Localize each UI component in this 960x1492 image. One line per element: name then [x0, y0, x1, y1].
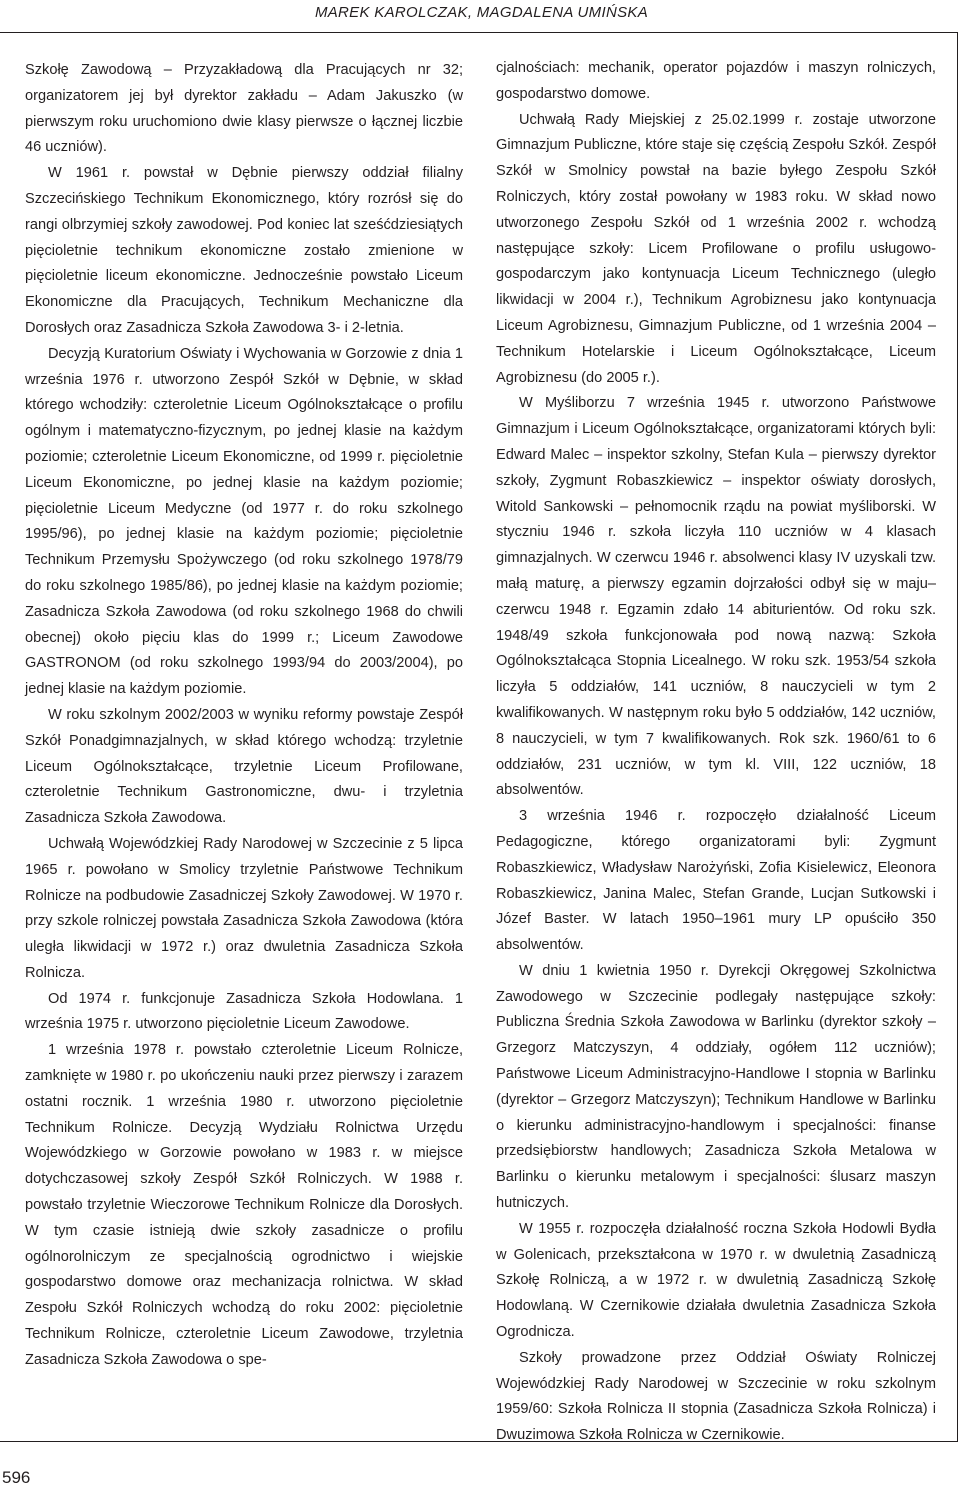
paragraph: Szkoły prowadzone przez Oddział Oświaty Rolniczej Wojewódzkiej Rady Narodowej w Szczecinie w roku szkolnym 1959/60: Szkoła Rolnicza II stopnia (Zasadnicza Szkoła Rolnicza) i Dwuzimowa Szkoła Rolnicza w Czernikowie.: [496, 1349, 936, 1444]
paragraph: Uchwałą Rady Miejskiej z 25.02.1999 r. zostaje utworzone Gimnazjum Publiczne, które staje się częścią Zespołu Szkół. Zespół Szkół w Smolnicy powstał na bazie byłego Zespołu Szkół Rolniczych, który został powołany w 1983 roku. W skład nowo utworzonego Zespołu Szkół od 1 września 2002 r. wchodzą następujące szkoły: Licem Profilowane o profilu usługowo-gospodarczym jako kontynuacja Liceum Technicznego (uległo likwidacji w 2004 r.), Technikum Agrobiznesu jako kontynuacja Liceum Agrobiznesu, Gimnazjum Publiczne, od 1 września 2004 – Technikum Hotelarskie i Liceum Ogólnokształcące, Liceum Agrobiznesu (do 2005 r.).: [496, 111, 936, 386]
paragraph: W Myśliborzu 7 września 1945 r. utworzono Państwowe Gimnazjum i Liceum Ogólnokształcące, organizatorami których byli: Edward Malec – inspektor szkolny, Stefan Kula – pierwszy dyrektor szkoły, Zygmunt Robaszkiewicz – inspektor oświaty dorosłych, Witold Sankowski – pełnomocnik rządu na powiat myśliborski. W styczniu 1946 r. szkoła liczyła 110 uczniów w 4 klasach gimnazjalnych. W czerwcu 1946 r. absolwenci klasy IV uzyskali tzw. małą maturę, a pierwszy egzamin dojrzałości odbył się w maju–czerwcu 1948 r. Egzamin zdało 14 abiturientów. Od roku szk. 1948/49 szkoła funkcjonowała pod nową nazwą: Szkoła Ogólnokształcąca Stopnia Licealnego. W roku szk. 1953/54 szkoła liczyła 5 oddziałów, 141 uczniów, 8 nauczycieli w tym 2 kwalifikowanych. W następnym roku było 5 oddziałów, 142 uczniów, 8 nauczycieli, w tym 7 kwalifikowanych. Rok szk. 1960/61 to 6 oddziałów, 231 uczniów, w tym kl. VIII, 122 uczniów, 18 absolwentów.: [496, 395, 936, 799]
paragraph: Uchwałą Wojewódzkiej Rady Narodowej w Szczecinie z 5 lipca 1965 r. powołano w Smolicy trzyletnie Państwowe Technikum Rolnicze na podbudowie Zasadniczej Szkoły Zawodowej. W 1970 r. przy szkole rolniczej powstała Zasadnicza Szkoła Zawodowa (która uległa likwidacji w 1972 r.) oraz dwuletnia Zasadnicza Szkoła Rolnicza.: [25, 835, 463, 981]
paragraph: cjalnościach: mechanik, operator pojazdów i maszyn rolniczych, gospodarstwo domowe.: [496, 60, 936, 102]
paragraph: Szkołę Zawodową – Przyzakładową dla Pracujących nr 32; organizatorem jej był dyrektor zakładu – Adam Jakuszko (w pierwszym roku uruchomiono dwie klasy pierwsze o łącznej liczbie 46 uczniów).: [25, 62, 463, 156]
paragraph: 1 września 1978 r. powstało czteroletnie Liceum Rolnicze, zamknięte w 1980 r. po ukończeniu nauki przez pierwszy i zarazem ostatni rocznik. 1 września 1980 r. utworzono pięcioletnie Technikum Rolnicze. Decyzją Wydziału Rolnictwa Urzędu Wojewódzkiego w Gorzowie powołano w 1983 r. w miejsce dotychczasowej szkoły Zespół Szkół Rolniczych. W 1988 r. powstało trzyletnie Wieczorowe Technikum Rolnicze dla Dorosłych. W tym czasie istnieją dwie szkoły zasadnicze o profilu ogólnorolniczym ze specjalnością ogrodnictwo i wiejskie gospodarstwo domowe oraz mechanizacja rolnictwa. W skład Zespołu Szkół Rolniczych wchodzą do roku 2002: pięcioletnie Technikum Rolnicze, czteroletnie Liceum Zawodowe, trzyletnia Zasadnicza Szkoła Zawodowa o spe-: [25, 1042, 463, 1368]
right-column: [496, 56, 936, 1449]
paragraph: Decyzją Kuratorium Oświaty i Wychowania w Gorzowie z dnia 1 września 1976 r. utworzono Zespół Szkół w Dębnie, w skład którego wchodziły: czteroletnie Liceum Ogólnokształcące o profilu ogólnym i matematyczno-fizycznym, po jednej klasie na każdym poziomie; czteroletnie Liceum Ekonomiczne, od 1999 r. pięcioletnie Liceum Ekonomiczne, po jednej klasie na każdym poziomie; pięcioletnie Liceum Medyczne (od 1977 r. do roku szkolnego 1995/96), po jednej klasie na każdym poziomie; pięcioletnie Technikum Przemysłu Spożywczego (od roku szkolnego 1978/79 do roku szkolnego 1985/86), po jednej klasie na każdym poziomie; Zasadnicza Szkoła Zawodowa (od roku szkolnego 1968 do chwili obecnej) około pięciu klas do 1999 r.; Liceum Zawodowe GASTRONOM (od roku szkolnego 1993/94 do 2003/2004), po jednej klasie na każdym poziomie.: [25, 345, 463, 698]
paragraph: W 1961 r. powstał w Dębnie pierwszy oddział filialny Szczecińskiego Technikum Ekonomicznego, który rozrósł się do rangi olbrzymiej szkoły zawodowej. Pod koniec lat sześćdziesiątych pięcioletnie technikum ekonomiczne zostało zmienione w pięcioletnie liceum ekonomiczne. Jednocześnie powstało Liceum Ekonomiczne dla Pracujących, Technikum Mechaniczne dla Dorosłych oraz Zasadnicza Szkoła Zawodowa 3- i 2-letnia.: [25, 165, 463, 336]
paragraph: W dniu 1 kwietnia 1950 r. Dyrekcji Okręgowej Szkolnictwa Zawodowego w Szczecinie podlegały następujące szkoły: Publiczna Średnia Szkoła Zawodowa w Barlinku (dyrektor szkoły – Grzegorz Matczyszyn, 4 oddziały, ogółem 112 uczniów); Państwowe Liceum Administracyjno-Handlowe I stopnia w Barlinku (dyrektor – Grzegorz Matczyszyn); Technikum Handlowe w Barlinku o kierunku administracyjno-handlowym i specjalności: finanse przedsiębiorstw handlowych; Zasadnicza Szkoła Metalowa w Barlinku o kierunku metalowym i specjalności: ślusarz maszyn hutniczych.: [496, 962, 936, 1212]
running-header: MAREK KAROLCZAK, MAGDALENA UMIŃSKA: [314, 4, 648, 21]
paragraph: W 1955 r. rozpoczęła działalność roczna Szkoła Hodowli Bydła w Golenicach, przekształcona w 1970 r. w dwuletnią Zasadniczą Szkołę Rolniczą, a w 1972 r. w dwuletnią Zasadniczą Szkołę Hodowlaną. W Czernikowie działała dwuletnia Zasadnicza Szkoła Ogrodnicza.: [496, 1220, 936, 1341]
paragraph: W roku szkolnym 2002/2003 w wyniku reformy powstaje Zespół Szkół Ponadgimnazjalnych, w skład którego wchodzą: trzyletnie Liceum Ogólnokształcące, trzyletnie Liceum Profilowane, czteroletnie Technikum Gastronomiczne, dwu- i trzyletnia Zasadnicza Szkoła Zawodowa.: [25, 706, 463, 827]
paragraph: 3 września 1946 r. rozpoczęło działalność Liceum Pedagogiczne, którego organizatorami byli: Zygmunt Robaszkiewicz, Władysław Narożyński, Zofia Kisielewicz, Eleonora Robaszkiewicz, Janina Malec, Stefan Grande, Lucjan Sutkowski i Józef Baster. W latach 1950–1961 mury LP opuściło 350 absolwentów.: [496, 808, 936, 954]
left-column: [25, 58, 463, 1374]
page-number: 596: [2, 1468, 31, 1487]
paragraph: Od 1974 r. funkcjonuje Zasadnicza Szkoła Hodowlana. 1 września 1975 r. utworzono pięcioletnie Liceum Zawodowe.: [25, 990, 463, 1033]
